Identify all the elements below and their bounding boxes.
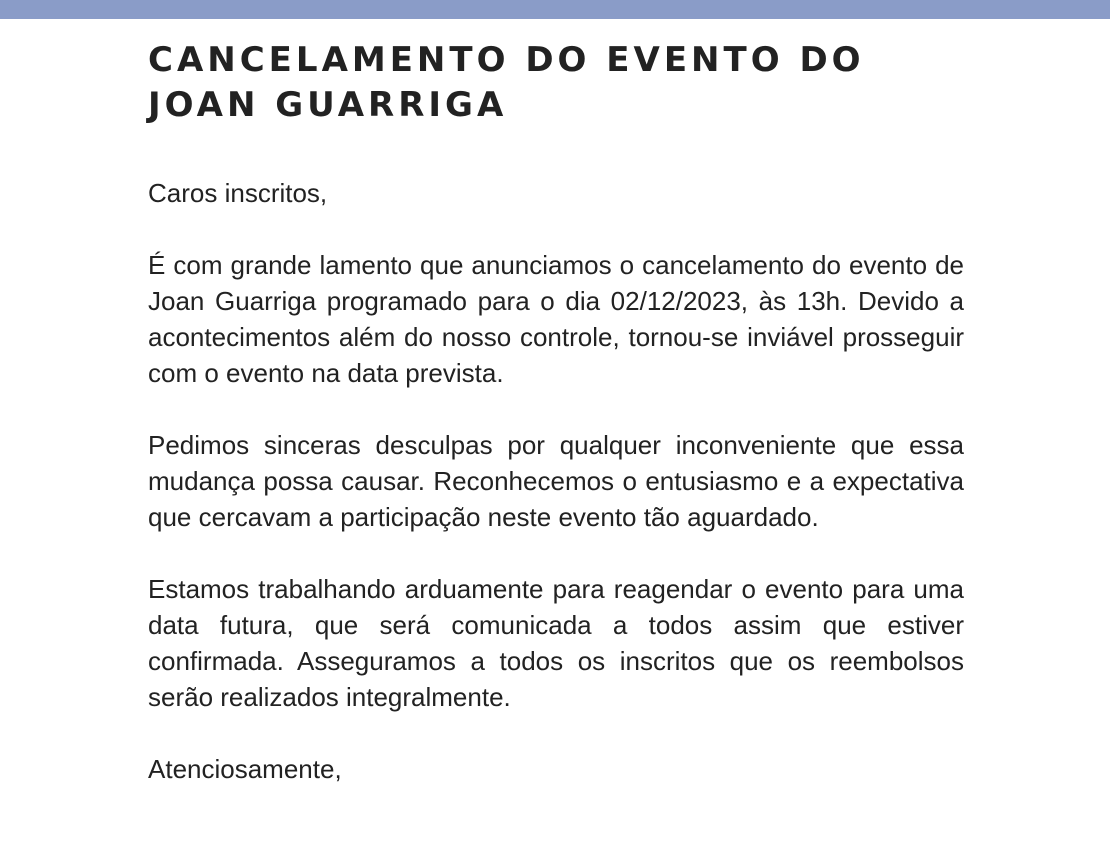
top-accent-bar [0,0,1110,19]
document-title: CANCELAMENTO DO EVENTO DO JOAN GUARRIGA [148,40,865,125]
paragraph: Estamos trabalhando arduamente para reagendar o evento para uma data futura, que será comunicada a todos assim que estiver confirmada. Asseguramos a todos os inscritos que os reembolsos serão realizados integralmente. [148,574,964,712]
paragraph: É com grande lamento que anunciamos o cancelamento do evento de Joan Guarriga programado para o dia 02/12/2023, às 13h. Devido a acontecimentos além do nosso controle, tornou-se inviável prosseguir com o evento na data prevista. [148,250,964,388]
greeting: Caros inscritos, [148,178,328,208]
letter-body [148,175,964,787]
paragraph: Pedimos sinceras desculpas por qualquer inconveniente que essa mudança possa causar. Reconhecemos o entusiasmo e a expectativa que cercavam a participação neste evento tão aguardado. [148,430,964,532]
document-body [148,38,964,787]
closing: Atenciosamente, [148,754,342,784]
